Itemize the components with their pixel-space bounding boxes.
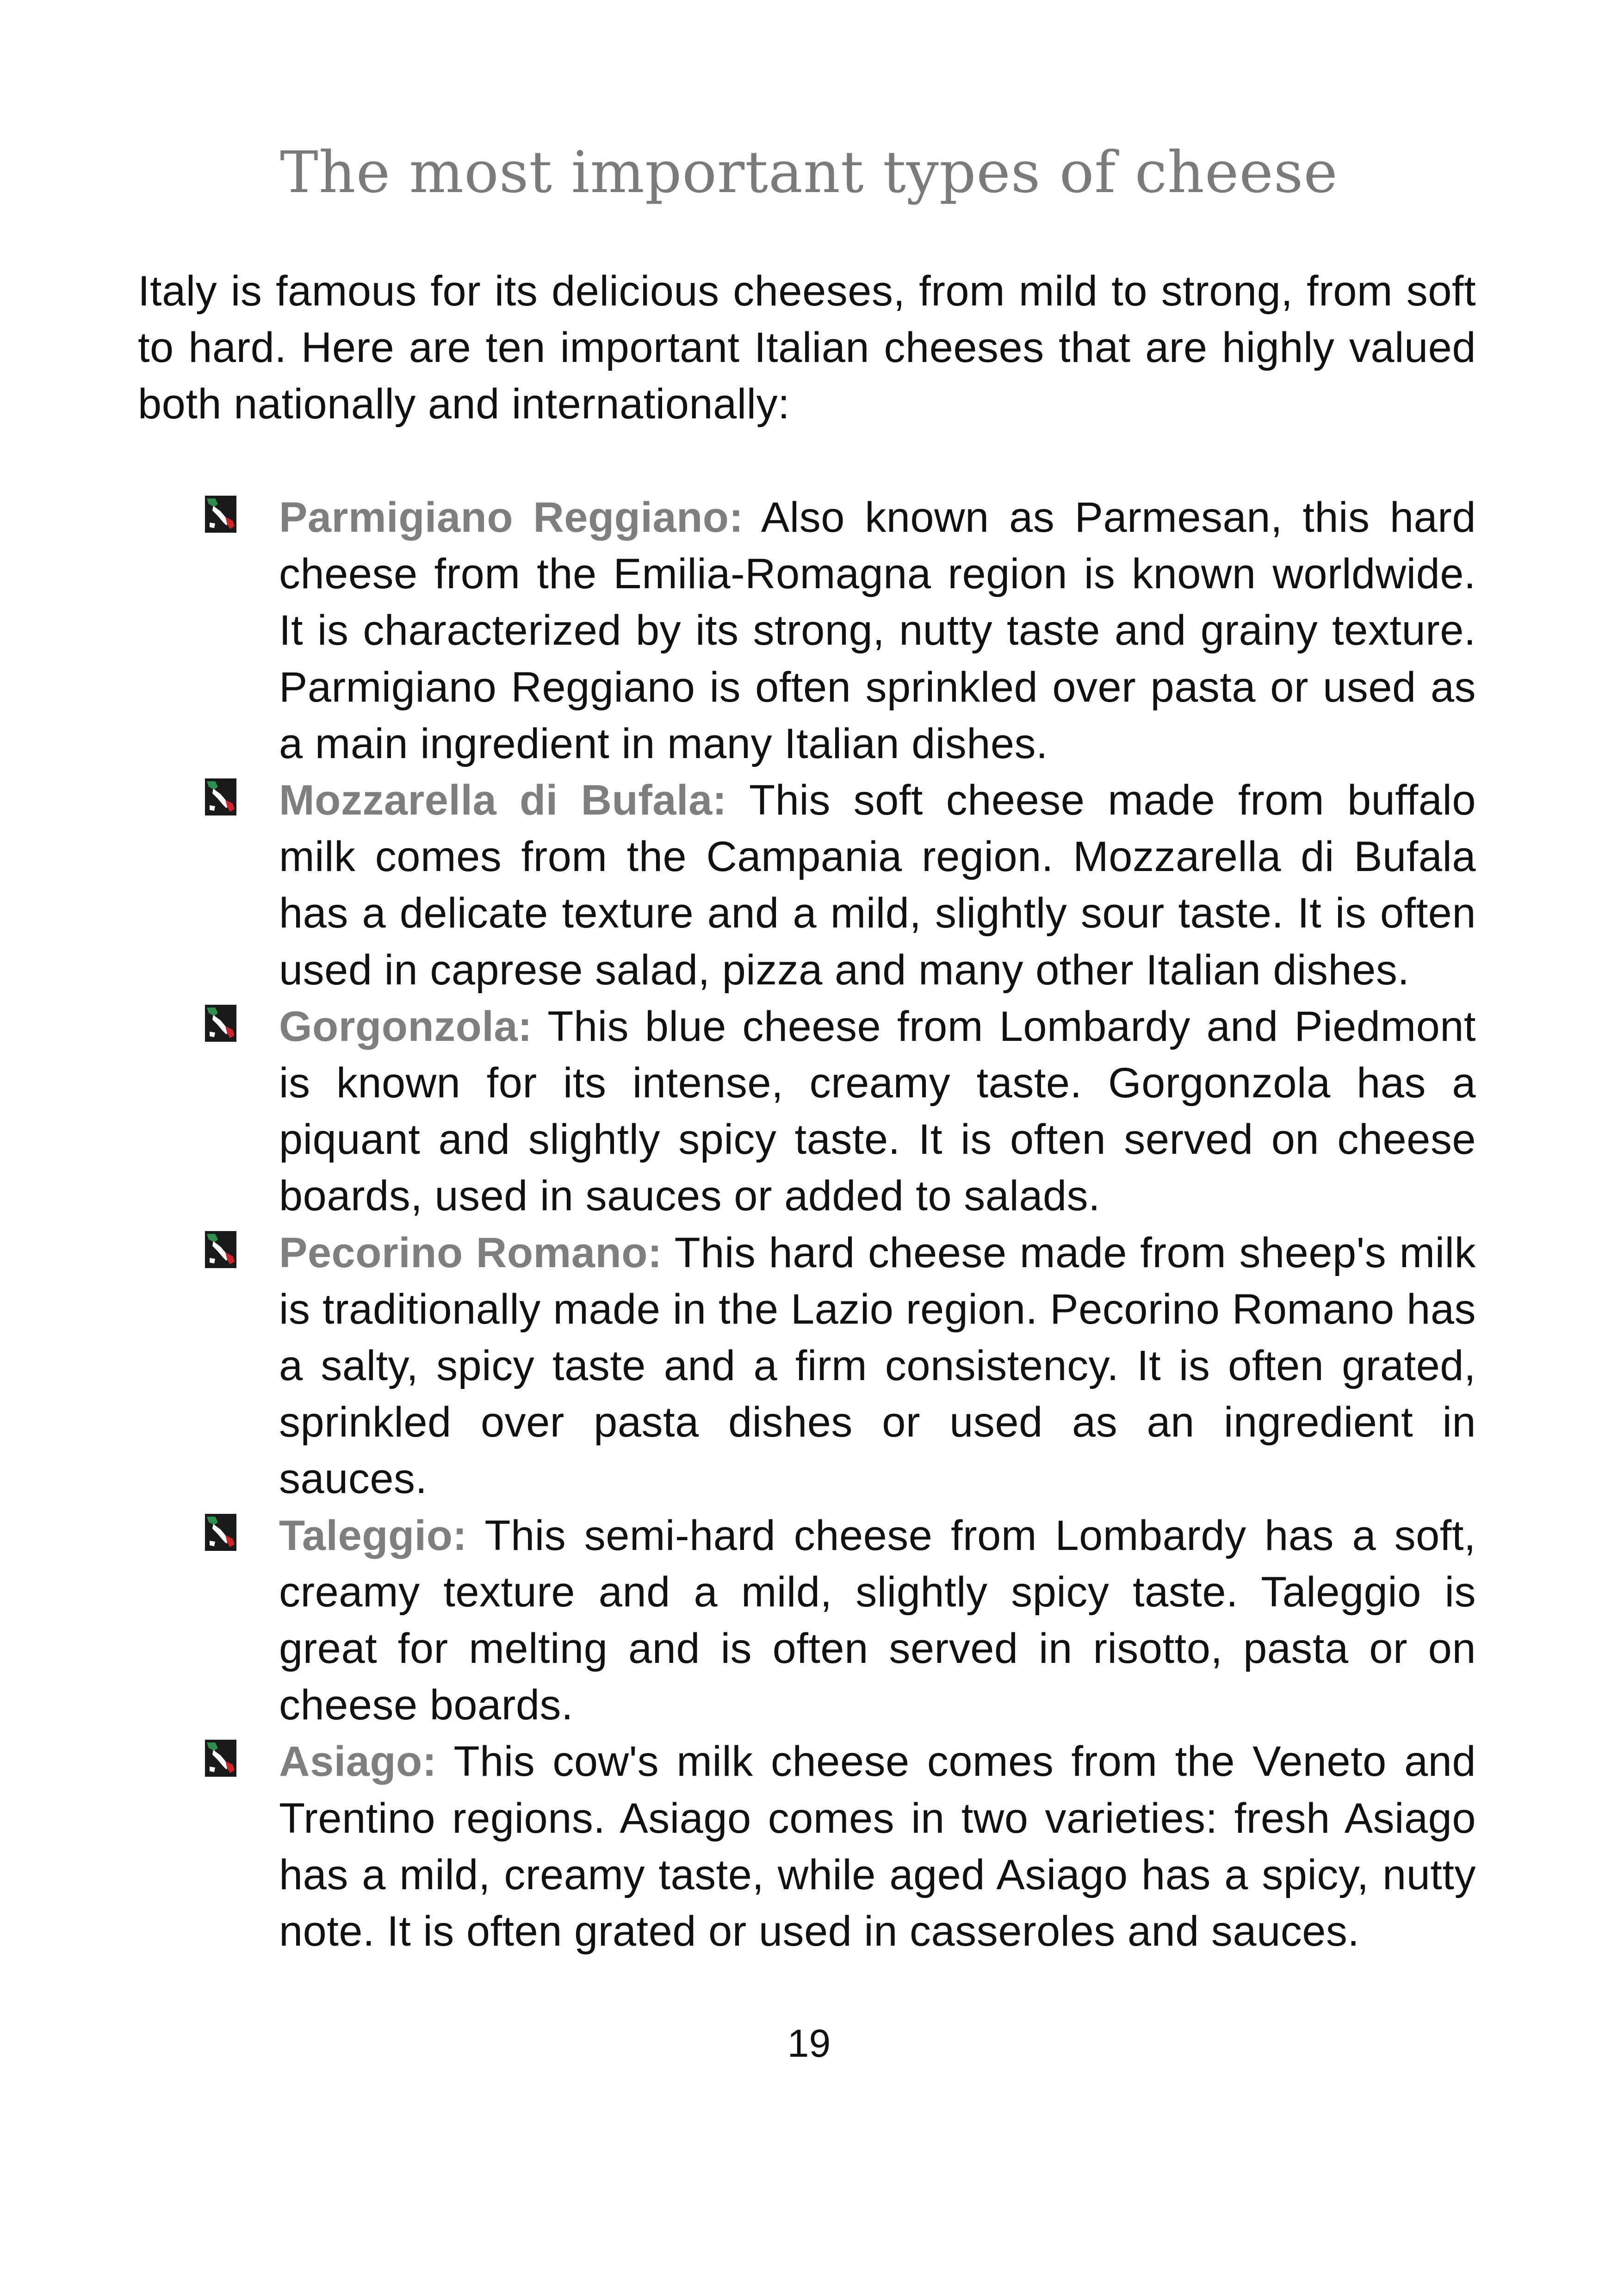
cheese-description: This blue cheese from Lombardy and Piedmont is known for its intense, creamy taste. Gorgonzola has a piquant and slightly spicy taste. It is often served on cheese boards, used in sauces or added to salads.	[279, 1002, 1476, 1220]
italy-map-flag-icon	[205, 1514, 236, 1551]
cheese-name: Taleggio:	[279, 1512, 467, 1559]
list-item	[204, 1225, 1476, 1507]
cheese-name: Mozzarella di Bufala:	[279, 777, 727, 824]
page-title: The most important types of cheese	[280, 139, 1338, 206]
italy-map-flag-icon	[205, 1005, 236, 1042]
cheese-description: This hard cheese made from sheep's milk is traditionally made in the Lazio region. Pecorino Romano has a salty, spicy taste and a firm consistency. It is often grated, sprinkled over pasta dishes or used as an ingredient in sauces.	[279, 1229, 1476, 1503]
italy-map-flag-icon	[205, 1231, 236, 1268]
cheese-name: Asiago:	[279, 1738, 437, 1786]
italy-map-flag-icon	[205, 778, 236, 815]
cheese-description: This cow's milk cheese comes from the Veneto and Trentino regions. Asiago comes in two varieties: fresh Asiago has a mild, creamy taste, while aged Asiago has a spicy, nutty note. It is often grated or used in casseroles and sauces.	[279, 1738, 1476, 1955]
cheese-description: Also known as Parmesan, this hard cheese from the Emilia-Romagna region is known worldwide. It is characterized by its strong, nutty taste and grainy texture. Parmigiano Reggiano is often sprinkled over pasta or used as a main ingredient in many Italian dishes.	[279, 494, 1476, 767]
list-item	[204, 998, 1476, 1225]
cheese-name: Parmigiano Reggiano:	[279, 494, 744, 541]
cheese-list	[204, 489, 1476, 1960]
list-item	[204, 1507, 1476, 1734]
italy-map-flag-icon	[205, 496, 236, 533]
page-number: 19	[787, 2022, 831, 2065]
cheese-name: Pecorino Romano:	[279, 1229, 663, 1276]
italy-map-flag-icon	[205, 1740, 236, 1777]
cheese-description: This semi-hard cheese from Lombardy has a soft, creamy texture and a mild, slightly spicy taste. Taleggio is great for melting and is often served in risotto, pasta or on cheese boards.	[279, 1512, 1476, 1729]
list-item	[204, 772, 1476, 998]
intro-paragraph: Italy is famous for its delicious cheeses, from mild to strong, from soft to hard. Here are ten important Italian cheeses that are highly valued both nationally and internationally:	[138, 268, 1476, 428]
list-item	[204, 489, 1476, 772]
cheese-description: This soft cheese made from buffalo milk comes from the Campania region. Mozzarella di Bufala has a delicate texture and a mild, slightly sour taste. It is often used in caprese salad, pizza and many other Italian dishes.	[279, 777, 1476, 994]
list-item	[204, 1733, 1476, 1960]
cheese-name: Gorgonzola:	[279, 1002, 533, 1050]
